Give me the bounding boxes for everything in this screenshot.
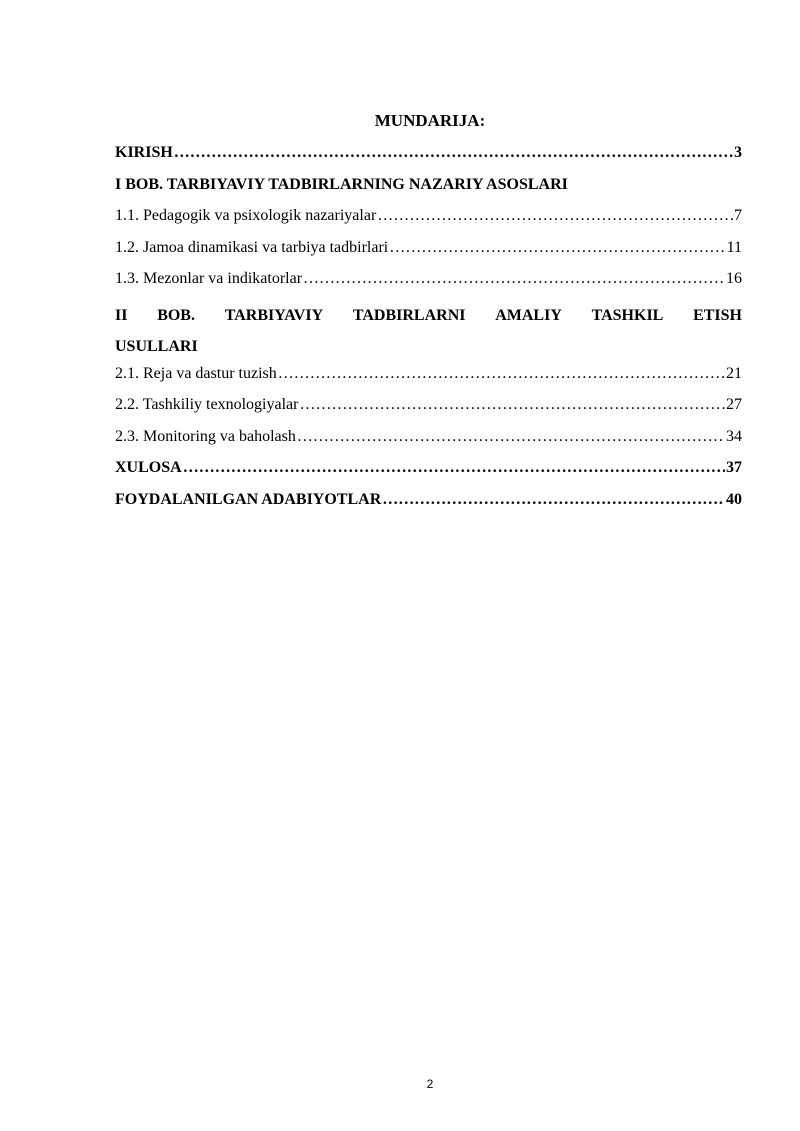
toc-entry-page: 21 [726, 364, 742, 382]
toc-title: MUNDARIJA: [374, 111, 486, 130]
leader-dots [297, 426, 725, 448]
toc-entry-label: I BOB. TARBIYAVIY TADBIRLARNING NAZARIY ASOSLARI [115, 175, 568, 193]
heading-word: II [115, 306, 128, 324]
heading-word: TARBIYAVIY [224, 306, 324, 324]
toc-entry-kirish [115, 142, 742, 174]
toc-entry-label: 2.1. Reja va dastur tuzish [115, 364, 277, 382]
heading-word: TADBIRLARNI [352, 306, 466, 324]
toc-entry-label: 1.1. Pedagogik va psixologik nazariyalar [115, 207, 377, 224]
toc-entry-page: 40 [726, 490, 742, 508]
toc-entry-page: 34 [726, 427, 742, 445]
toc-entry-label: 2.3. Monitoring va baholash [115, 427, 296, 445]
toc-entry-xulosa [115, 457, 742, 489]
heading-word: AMALIY [495, 306, 562, 324]
page-number: 2 [426, 1077, 434, 1091]
toc-entry-page: 16 [726, 270, 742, 287]
chapter-2-heading-line [115, 300, 742, 332]
toc-entry-page: 7 [734, 207, 742, 224]
toc-entry-label: 1.2. Jamoa dinamikasi va tarbiya tadbirlari [115, 238, 389, 256]
chapter-2-heading-continuation: USULLARI [115, 338, 198, 355]
leader-dots [389, 237, 725, 259]
toc-entry-1-1 [115, 205, 742, 237]
leader-dots [303, 268, 725, 290]
toc-entry-chapter-1 [115, 174, 742, 206]
toc-entry-label: FOYDALANILGAN ADABIYOTLAR [115, 490, 382, 508]
leader-dots [382, 489, 725, 511]
toc-entry-page: 27 [726, 396, 742, 413]
toc-entry-chapter-2 [115, 300, 742, 363]
toc-entry-adabiyotlar [115, 489, 742, 521]
toc-entry-2-3 [115, 426, 742, 458]
toc-entry-label: XULOSA [115, 459, 182, 476]
leader-dots [278, 363, 725, 385]
toc-entry-1-2 [115, 237, 742, 269]
toc-entry-page: 3 [734, 144, 742, 161]
toc-entry-2-2 [115, 394, 742, 426]
heading-word: TASHKIL [591, 306, 664, 324]
toc-entry-label: KIRISH [115, 144, 173, 161]
heading-word: ETISH [693, 306, 742, 324]
heading-word: BOB. [157, 306, 195, 324]
toc-entry-label: 1.3. Mezonlar va indikatorlar [115, 270, 303, 287]
leader-dots [174, 142, 733, 164]
leader-dots [299, 394, 725, 416]
table-of-contents [115, 142, 742, 520]
leader-dots [377, 205, 733, 227]
toc-entry-page: 37 [726, 459, 742, 476]
toc-entry-2-1 [115, 363, 742, 395]
toc-entry-1-3 [115, 268, 742, 300]
leader-dots [183, 457, 725, 479]
toc-entry-label: 2.2. Tashkiliy texnologiyalar [115, 396, 299, 413]
toc-entry-page: 11 [726, 238, 742, 256]
